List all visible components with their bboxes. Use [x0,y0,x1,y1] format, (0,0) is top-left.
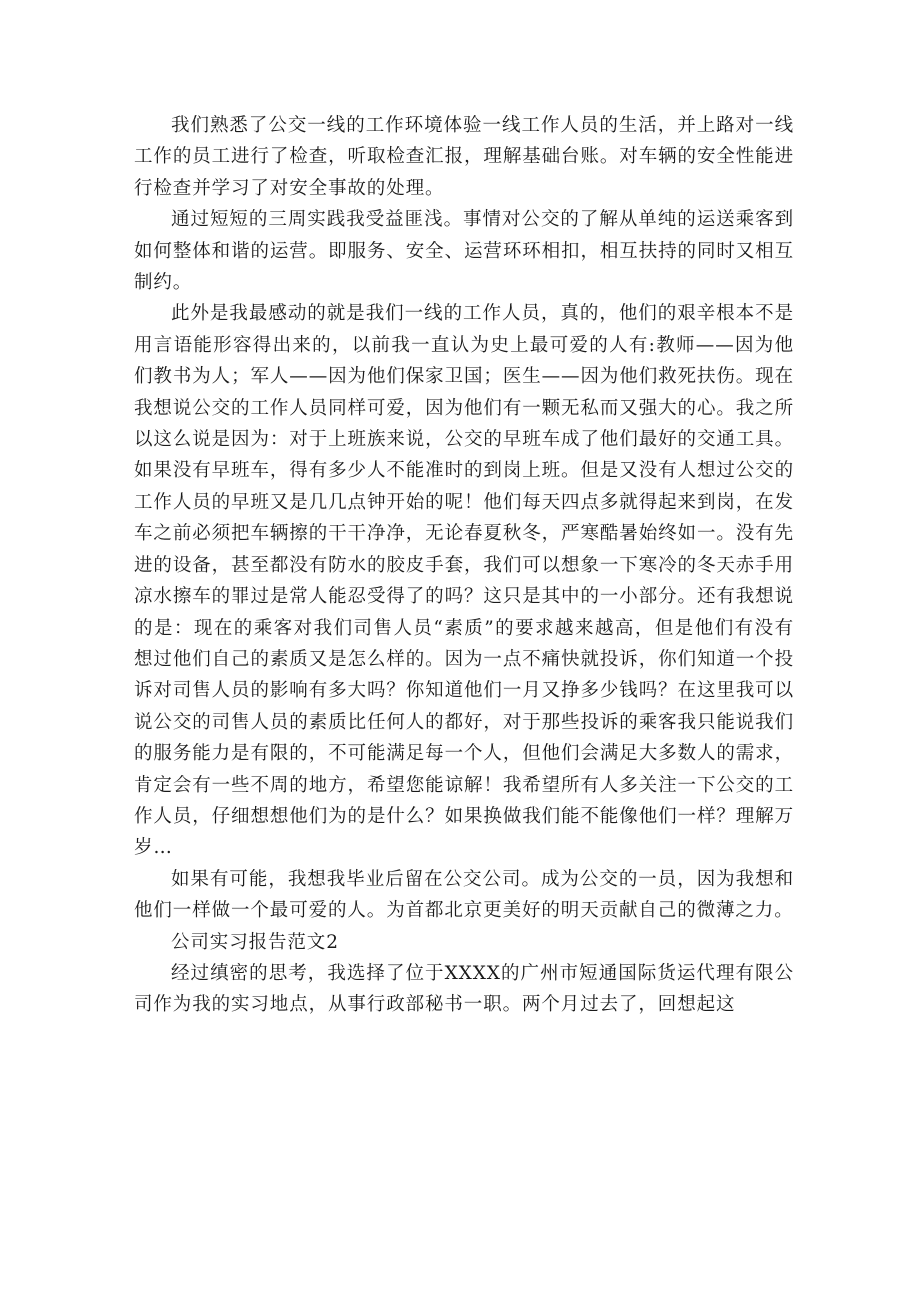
paragraph-three-weeks: 通过短短的三周实践我受益匪浅。事情对公交的了解从单纯的运送乘客到如何整体和谐的运营。即服务、安全、运营环环相扣，相互扶持的同时又相互制约。 [134,209,794,294]
section-heading: 公司实习报告范文2 [171,931,339,953]
paragraph-staff-praise: 此外是我最感动的就是我们一线的工作人员，真的，他们的艰辛根本不是用言语能形容得出来的，以前我一直认为史上最可爱的人有:教师——因为他们教书为人；军人——因为他们保家卫国；医生——因为他们救死扶伤。现在我想说公交的工作人员同样可爱，因为他们有一颗无私而又强大的心。我之所以这么说是因为：对于上班族来说，公交的早班车成了他们最好的交通工具。如果没有早班车，得有多少人不能准时的到岗上班。但是又没有人想过公交的工作人员的早班又是几几点钟开始的呢！他们每天四点多就得起来到岗，在发车之前必须把车辆擦的干干净净，无论春夏秋冬，严寒酷暑始终如一。没有先进的设备，甚至都没有防水的胶皮手套，我们可以想象一下寒冷的冬天赤手用凉水擦车的罪过是常人能忍受得了的吗？这只是其中的一小部分。还有我想说的是：现在的乘客对我们司售人员“素质”的要求越来越高，但是他们有没有想过他们自己的素质又是怎么样的。因为一点不痛快就投诉，你们知道一个投诉对司售人员的影响有多大吗？你知道他们一月又挣多少钱吗？在这里我可以说公交的司售人员的素质比任何人的都好，对于那些投诉的乘客我只能说我们的服务能力是有限的，不可能满足每一个人，但他们会满足大多数人的需求，肯定会有一些不周的地方，希望您能谅解！我希望所有人多关注一下公交的工作人员，仔细想想他们为的是什么？如果换做我们能不能像他们一样？理解万岁… [134,303,794,859]
paragraph-future-plan: 如果有可能，我想我毕业后留在公交公司。成为公交的一员，因为我想和他们一样做一个最可爱的人。为首都北京更美好的明天贡献自己的微薄之力。 [134,868,794,922]
paragraph-internship-intro: 经过缜密的思考，我选择了位于XXXX的广州市短通国际货运代理有限公司作为我的实习地点，从事行政部秘书一职。两个月过去了，回想起这 [134,962,794,1016]
paragraph-inspection: 我们熟悉了公交一线的工作环境体验一线工作人员的生活，并上路对一线工作的员工进行了检查，听取检查汇报，理解基础台账。对车辆的安全性能进行检查并学习了对安全事故的处理。 [134,115,794,199]
